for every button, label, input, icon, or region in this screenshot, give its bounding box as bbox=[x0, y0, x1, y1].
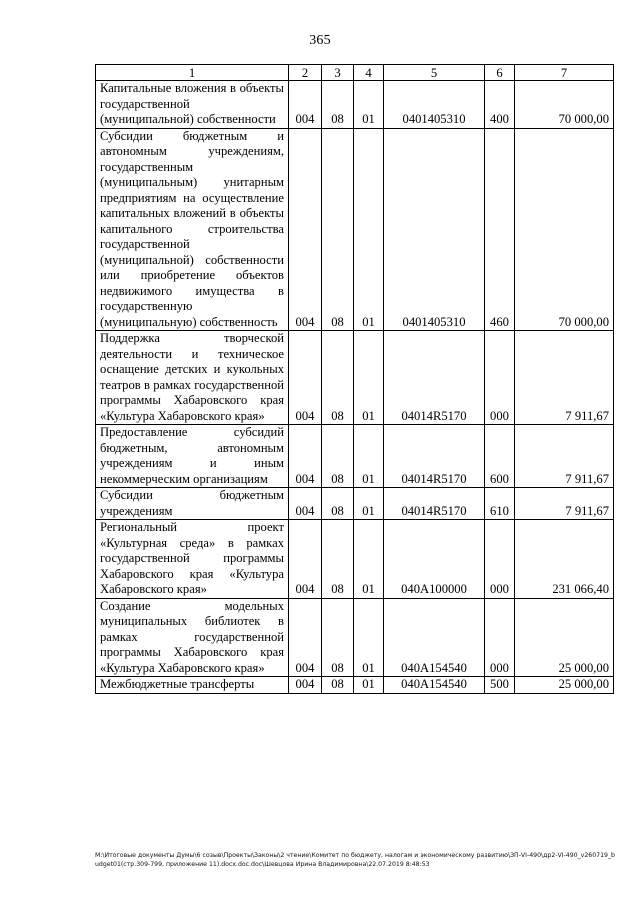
column-header-2: 2 bbox=[289, 65, 322, 81]
table-row bbox=[96, 331, 614, 425]
ministry-code: 004 bbox=[289, 520, 322, 599]
ministry-code: 004 bbox=[289, 128, 322, 331]
amount: 7 911,67 bbox=[515, 331, 614, 425]
subsection-code: 01 bbox=[354, 520, 384, 599]
ministry-code: 004 bbox=[289, 488, 322, 520]
target-item-code: 04014R5170 bbox=[384, 488, 485, 520]
table-row bbox=[96, 81, 614, 129]
target-item-code: 040A154540 bbox=[384, 677, 485, 694]
expense-type-code: 400 bbox=[485, 81, 515, 129]
amount: 231 066,40 bbox=[515, 520, 614, 599]
document-file-path-footer: М:\Итоговые документы Думы\6 созыв\Проекты\Законы\2 чтение\Комитет по бюджету, налогам и экономическому развитию\ЗП-VI-490\др2-VI-490_v260719_budget01(стр.309-799, приложение 11).docx.doc.doc\Шевцова Ирина Владимировна\22.07.2019 8:48:53 bbox=[95, 852, 615, 868]
ministry-code: 004 bbox=[289, 677, 322, 694]
row-description: Создание модельных муниципальных библиотек в рамках государственной программы Хабаровского края «Культура Хабаровского края» bbox=[96, 598, 289, 677]
row-description: Капитальные вложения в объекты государственной (муниципальной) собственности bbox=[96, 81, 289, 129]
expense-type-code: 610 bbox=[485, 488, 515, 520]
table-row bbox=[96, 598, 614, 677]
amount: 25 000,00 bbox=[515, 677, 614, 694]
table-row bbox=[96, 425, 614, 488]
column-header-4: 4 bbox=[354, 65, 384, 81]
page-number: 365 bbox=[309, 33, 331, 48]
column-header-5: 5 bbox=[384, 65, 485, 81]
row-description: Субсидии бюджетным учреждениям bbox=[96, 488, 289, 520]
row-description: Поддержка творческой деятельности и техническое оснащение детских и кукольных театров в рамках государственной программы Хабаровского края «Культура Хабаровского края» bbox=[96, 331, 289, 425]
expense-type-code: 000 bbox=[485, 598, 515, 677]
column-header-1: 1 bbox=[96, 65, 289, 81]
section-code: 08 bbox=[322, 425, 354, 488]
ministry-code: 004 bbox=[289, 598, 322, 677]
expense-type-code: 000 bbox=[485, 520, 515, 599]
ministry-code: 004 bbox=[289, 81, 322, 129]
target-item-code: 04014R5170 bbox=[384, 331, 485, 425]
section-code: 08 bbox=[322, 81, 354, 129]
target-item-code: 0401405310 bbox=[384, 128, 485, 331]
subsection-code: 01 bbox=[354, 488, 384, 520]
amount: 25 000,00 bbox=[515, 598, 614, 677]
subsection-code: 01 bbox=[354, 677, 384, 694]
expense-type-code: 000 bbox=[485, 331, 515, 425]
section-code: 08 bbox=[322, 128, 354, 331]
row-description: Субсидии бюджетным и автономным учреждениям, государственным (муниципальным) унитарным предприятиям на осуществление капитальных вложений в объекты капитального строительства государственной (муниципальной) собственности или приобретение объектов недвижимого имущества в государственную (муниципальную) собственность bbox=[96, 128, 289, 331]
section-code: 08 bbox=[322, 598, 354, 677]
expense-type-code: 460 bbox=[485, 128, 515, 331]
row-description: Региональный проект «Культурная среда» в рамках государственной программы Хабаровского края «Культура Хабаровского края» bbox=[96, 520, 289, 599]
ministry-code: 004 bbox=[289, 331, 322, 425]
subsection-code: 01 bbox=[354, 598, 384, 677]
subsection-code: 01 bbox=[354, 425, 384, 488]
budget-table bbox=[95, 64, 614, 694]
target-item-code: 0401405310 bbox=[384, 81, 485, 129]
ministry-code: 004 bbox=[289, 425, 322, 488]
table-header-row bbox=[96, 65, 614, 81]
amount: 7 911,67 bbox=[515, 425, 614, 488]
subsection-code: 01 bbox=[354, 128, 384, 331]
amount: 70 000,00 bbox=[515, 81, 614, 129]
table-row bbox=[96, 128, 614, 331]
expense-type-code: 500 bbox=[485, 677, 515, 694]
amount: 70 000,00 bbox=[515, 128, 614, 331]
subsection-code: 01 bbox=[354, 331, 384, 425]
section-code: 08 bbox=[322, 520, 354, 599]
target-item-code: 04014R5170 bbox=[384, 425, 485, 488]
row-description: Предоставление субсидий бюджетным, автономным учреждениям и иным некоммерческим организациям bbox=[96, 425, 289, 488]
expense-type-code: 600 bbox=[485, 425, 515, 488]
section-code: 08 bbox=[322, 488, 354, 520]
table-row bbox=[96, 488, 614, 520]
section-code: 08 bbox=[322, 677, 354, 694]
amount: 7 911,67 bbox=[515, 488, 614, 520]
column-header-7: 7 bbox=[515, 65, 614, 81]
table-row bbox=[96, 520, 614, 599]
row-description: Межбюджетные трансферты bbox=[96, 677, 289, 694]
column-header-6: 6 bbox=[485, 65, 515, 81]
subsection-code: 01 bbox=[354, 81, 384, 129]
column-header-3: 3 bbox=[322, 65, 354, 81]
section-code: 08 bbox=[322, 331, 354, 425]
target-item-code: 040A100000 bbox=[384, 520, 485, 599]
target-item-code: 040A154540 bbox=[384, 598, 485, 677]
table-row bbox=[96, 677, 614, 694]
